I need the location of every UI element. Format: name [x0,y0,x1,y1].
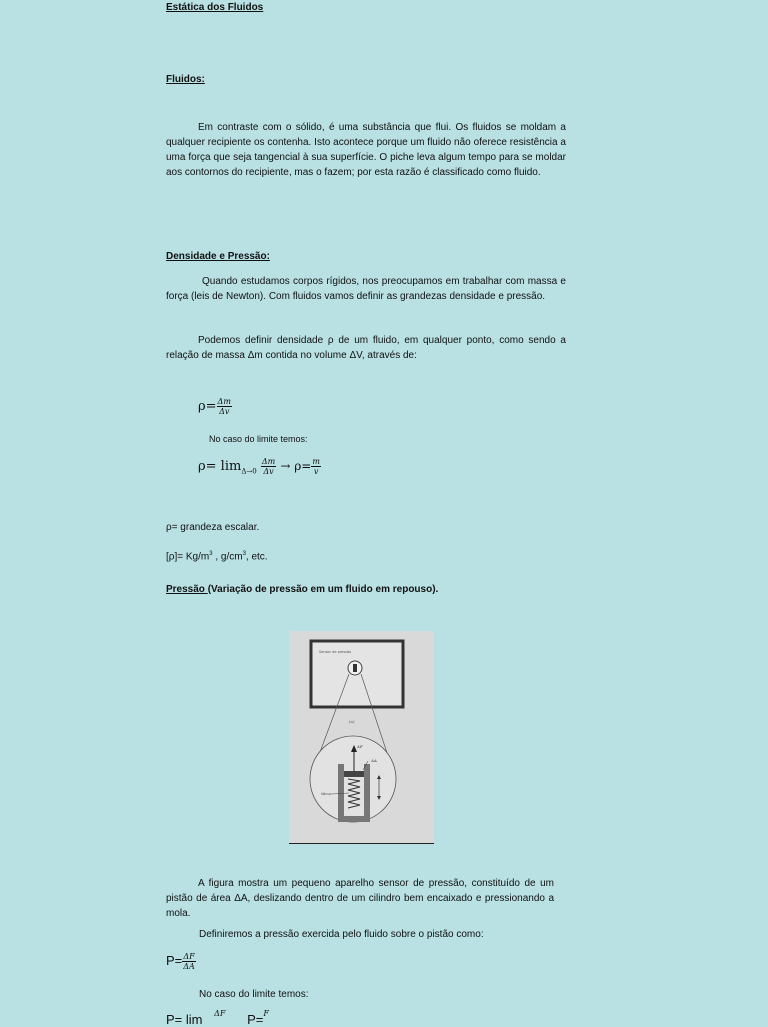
density-formula-lhs: ρ= [198,399,217,414]
page-title: Estática dos Fluidos [166,2,264,13]
units-exponent-2: 3 [242,551,246,557]
figure-label-vacuo: Vácuo [321,792,332,796]
density-formula-numerator: Δm [217,397,231,406]
pressao-paragraph-2: Definiremos a pressão exercida pelo fluido sobre o pistão como: [199,929,484,940]
units-exponent-1: 3 [209,551,213,557]
pressao-paragraph-1: A figura mostra um pequeno aparelho sensor de pressão, constituído de um pistão de área ΔA, deslizando dentro de um cilindro bem encaixado e pressionando a mola. [166,878,554,919]
density-limit-formula [198,457,321,476]
pressao-heading-rest: (Variação de pressão em um fluido em repouso). [207,584,439,595]
section-heading-densidade: Densidade e Pressão: [166,251,270,262]
units-middle: , g/cm [212,551,243,563]
pressao-heading-underlined: Pressão [166,584,208,595]
density-limit-denominator-2: v [313,467,319,476]
pressure-sensor-figure [289,631,434,844]
figure-label-sensor: Sensor de pressão [319,650,352,654]
limit-note-density: No caso do limite temos: [209,434,308,444]
section-heading-fluidos: Fluidos: [166,74,205,85]
density-limit-numerator: Δm [261,457,276,466]
pressure-formula-numerator: ΔF [183,952,195,961]
pressure-formula [166,952,196,971]
pressure-formula-lhs: P= [166,952,183,968]
pressure-limit-lhs: P= lim [166,1012,203,1027]
figure-label-a: (a) [349,719,355,724]
densidade-paragraph-1: Quando estudamos corpos rígidos, nos preocupamos em trabalhar com massa e força (leis de Newton). Com fluidos vamos definir as grandezas densidade e pressão. [166,276,566,302]
section-heading-pressao [166,584,438,595]
fluidos-paragraph: Em contraste com o sólido, é uma substância que flui. Os fluidos se moldam a qualquer recipiente os contenha. Isto acontece porque um fluido não oferece resistência a uma força que seja tangencial à sua superfície. O piche leva algum tempo para se moldar aos contornos do recipiente, mas o fazem; por esta razão é classificado como fluido. [166,122,566,178]
scalar-note: ρ= grandeza escalar. [166,522,260,533]
pressure-formula-denominator: ΔA [183,962,195,971]
density-formula [198,397,232,416]
density-limit-denominator: Δv [263,467,274,476]
figure-label-area: ΔA [371,758,377,763]
pressure-sensor-diagram [289,631,434,843]
density-limit-arrow: → ρ= [280,459,312,473]
limit-note-pressure: No caso do limite temos: [199,989,309,1000]
density-limit-numerator-2: m [312,457,320,466]
pressure-limit-numerator-2: F [263,1009,269,1018]
pressure-limit-numerator: ΔF [214,1009,226,1018]
pressure-limit-rhs: P= [247,1012,264,1027]
density-limit-subscript: Δ→0 [241,467,257,476]
density-limit-lhs: ρ= lim [198,459,242,474]
density-formula-denominator: Δv [219,407,230,416]
density-units [166,551,268,562]
units-suffix: , etc. [245,551,268,563]
pressure-limit-formula [166,1009,269,1027]
units-prefix: [ρ]= Kg/m [166,551,210,563]
densidade-paragraph-2: Podemos definir densidade ρ de um fluido, em qualquer ponto, como sendo a relação de massa Δm contida no volume ΔV, através de: [166,335,566,361]
figure-label-force: ΔF [357,744,363,749]
